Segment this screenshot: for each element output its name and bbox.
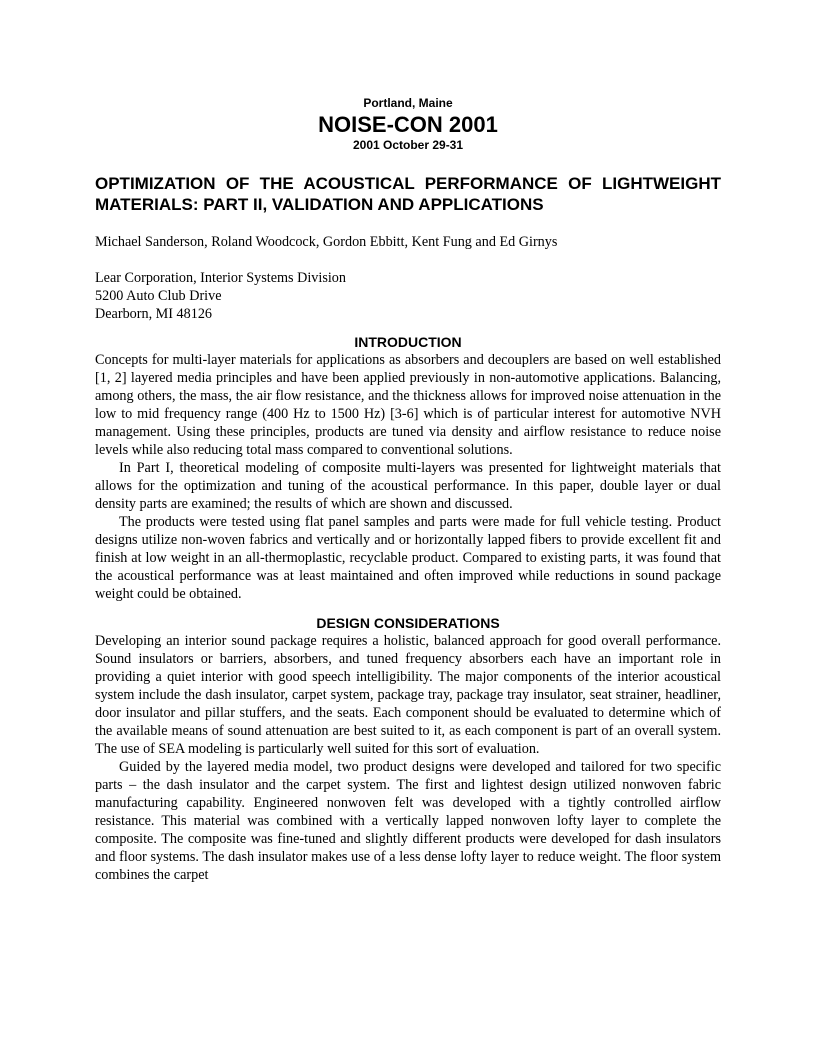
paper-authors: Michael Sanderson, Roland Woodcock, Gordon Ebbitt, Kent Fung and Ed Girnys [95, 234, 558, 250]
paper-title: OPTIMIZATION OF THE ACOUSTICAL PERFORMANCE OF LIGHTWEIGHT MATERIALS: PART II, VALIDATION AND APPLICATIONS [95, 174, 721, 214]
paper-page [95, 95, 721, 884]
section-heading-design-considerations: DESIGN CONSIDERATIONS [316, 615, 500, 631]
section-heading-introduction: INTRODUCTION [354, 334, 462, 350]
design-paragraph-2: Guided by the layered media model, two product designs were developed and tailored for two specific parts – the dash insulator and the carpet system. The first and lightest design utilized nonwoven fabric manufacturing capability. Engineered nonwoven felt was developed with a tightly controlled airflow resistance. This material was combined with a vertically lapped nonwoven lofty layer to complete the composite. The composite was fine-tuned and slightly different products were developed for dash insulators and floor systems. The dash insulator makes use of a less dense lofty layer to reduce weight. The floor system combines the carpet [95, 759, 721, 883]
conference-header [95, 95, 721, 153]
affiliation-city: Dearborn, MI 48126 [95, 306, 213, 322]
design-paragraph-1: Developing an interior sound package requires a holistic, balanced approach for good overall performance. Sound insulators or barriers, absorbers, and tuned frequency absorbers each have an important role in providing a quiet interior with good speech intelligibility. The major components of the interior acoustical system include the dash insulator, carpet system, package tray, package tray insulator, seat strainer, headliner, door insulator and pillar stuffers, and the seats. Each component should be evaluated to determine which of the available means of sound attenuation are best suited to it, as each component is part of an overall system. The use of SEA modeling is particularly well suited for this sort of evaluation. [95, 633, 721, 757]
affiliation-street: 5200 Auto Club Drive [95, 288, 222, 304]
affiliation-organization: Lear Corporation, Interior Systems Division [95, 270, 346, 286]
introduction-paragraph-1: Concepts for multi-layer materials for applications as absorbers and decouplers are based on well established [1, 2] layered media principles and have been applied previously in non-automotive applications. Balancing, among others, the mass, the air flow resistance, and the thickness allows for improved noise attenuation in the low to mid frequency range (400 Hz to 1500 Hz) [3-6] which is of particular interest for automotive NVH management. Using these principles, products are tuned via density and airflow resistance to reduce noise levels while also reducing total mass compared to conventional solutions. [95, 352, 721, 458]
conference-name: NOISE-CON 2001 [318, 112, 498, 137]
introduction-paragraph-2: In Part I, theoretical modeling of composite multi-layers was presented for lightweight materials that allows for the optimization and tuning of the acoustical performance. In this paper, double layer or dual density parts are examined; the results of which are shown and discussed. [95, 460, 721, 512]
conference-dates: 2001 October 29-31 [352, 138, 464, 152]
introduction-paragraph-3: The products were tested using flat panel samples and parts were made for full vehicle testing. Product designs utilize non-woven fabrics and vertically and or horizontally lapped fibers to provide excellent fit and finish at low weight in an all-thermoplastic, recyclable product. Compared to existing parts, it was found that the acoustical performance was at least maintained and often improved while reductions in sound package weight could be obtained. [95, 514, 721, 602]
author-affiliation [95, 269, 721, 323]
conference-location: Portland, Maine [363, 96, 453, 110]
